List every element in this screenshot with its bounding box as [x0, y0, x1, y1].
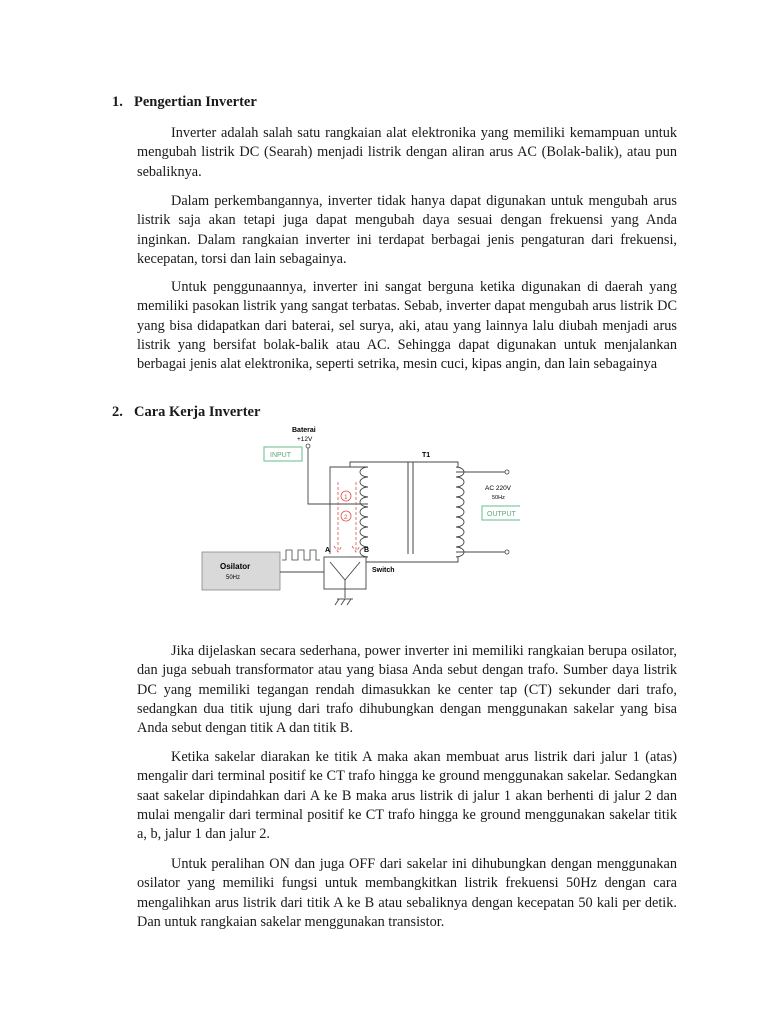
battery-voltage-label: +12V — [297, 436, 313, 443]
section-1-number: 1. — [112, 94, 123, 110]
output-voltage-label: AC 220V — [485, 485, 512, 492]
output-label: OUTPUT — [487, 511, 516, 518]
oscillator-label: Osilator — [220, 562, 251, 571]
ground-icon — [335, 599, 353, 605]
battery-to-ct-wire — [308, 448, 368, 504]
transformer-top-wire — [350, 462, 458, 467]
point-b-label: B — [364, 547, 370, 554]
output-terminal-icon — [505, 550, 509, 554]
battery-terminal-icon — [306, 444, 310, 448]
transformer-primary-coil-icon — [360, 467, 368, 557]
section-1-title: Pengertian Inverter — [134, 94, 257, 110]
paragraph-text: Dalam perkembangannya, inverter tidak hanya dapat digunakan untuk mengubah arus listrik saja akan tetapi juga dapat mengubah daya sesuai dengan frekuensi yang Anda inginkan. Dalam rangkaian inverter ini terdapat berbagai jenis pengaturan dari frekuensi, kecepatan, torsi dan lain sebagainya. — [137, 193, 677, 267]
oscillator-box — [202, 552, 280, 590]
battery-label: Baterai — [292, 427, 316, 434]
transformer-secondary-coil-icon — [456, 467, 464, 557]
paragraph-text: Untuk peralihan ON dan juga OFF dari sakelar ini dihubungkan dengan menggunakan osilator yang memiliki fungsi untuk membangkitkan listrik frekuensi 50Hz dengan cara mengalihkan arus listrik dari titik A ke B atau sebaliknya dengan kecepatan 50 kali per detik. Dan untuk rangkaian sakelar menggunakan transistor. — [137, 856, 677, 930]
section-1-paragraph-2 — [137, 192, 677, 269]
path-2-label: 2 — [344, 514, 348, 521]
section-1-paragraph-3 — [137, 278, 677, 374]
section-2-paragraph-1 — [137, 642, 677, 738]
path-1-label: 1 — [344, 494, 348, 501]
switch-label: Switch — [372, 567, 395, 574]
square-wave-icon — [282, 550, 320, 560]
oscillator-frequency-label: 50Hz — [226, 575, 241, 581]
output-frequency-label: 50Hz — [492, 495, 505, 501]
wire-to-point-a — [330, 467, 350, 554]
section-2-title: Cara Kerja Inverter — [134, 404, 261, 420]
paragraph-text: Ketika sakelar diarakan ke titik A maka akan membuat arus listrik dari jalur 1 (atas) mengalir dari terminal positif ke CT trafo hingga ke ground menggunakan sakelar. Sedangkan saat sakelar dipindahkan dari A ke B maka arus listrik di jalur 1 akan berhenti di jalur 2 dan mulai mengalir dari terminal positif ke CT trafo hingga ke ground menggunakan sakelar titik a, b, jalur 1 dan jalur 2. — [137, 749, 677, 843]
point-a-label: A — [325, 547, 331, 554]
paragraph-text: Jika dijelaskan secara sederhana, power inverter ini memiliki rangkaian berupa osilator, dan juga sebuah transformator atau yang biasa Anda sebut dengan trafo. Sumber daya listrik DC yang memiliki tegangan rendah dimasukkan ke center tap (CT) sekunder dari trafo, sedangkan dua titik ujung dari trafo dihubungkan dengan menggunakan sakelar yang bisa Anda sebut dengan titik A dan titik B. — [137, 643, 677, 737]
input-label: INPUT — [270, 452, 291, 459]
inverter-circuit-diagram — [200, 422, 520, 612]
transformer-label: T1 — [422, 452, 431, 459]
output-terminal-icon — [505, 470, 509, 474]
section-2-paragraph-3 — [137, 855, 677, 932]
section-2-paragraph-2 — [137, 748, 677, 844]
paragraph-text: Untuk penggunaannya, inverter ini sangat berguna ketika digunakan di daerah yang memiliki pasokan listrik yang sangat terbatas. Sebab, inverter dapat mengubah arus listrik DC yang bisa didapatkan dari baterai, sel surya, aki, atau yang lainnya lalu diubah menjadi arus listrik yang bersifat bolak-balik atau AC. Sehingga dapat digunakan untuk menjalankan berbagai jenis alat elektronika, seperti setrika, mesin cuci, kipas angin, dan lain sebagainya — [137, 279, 677, 373]
section-1-heading — [112, 94, 257, 111]
paragraph-text: Inverter adalah salah satu rangkaian alat elektronika yang memiliki kemampuan untuk mengubah listrik DC (Searah) menjadi listrik dengan aliran arus AC (Bolak-balik), atau pun sebaliknya. — [137, 125, 677, 180]
section-1-paragraph-1 — [137, 124, 677, 182]
section-2-number: 2. — [112, 404, 123, 420]
section-2-heading — [112, 404, 260, 421]
